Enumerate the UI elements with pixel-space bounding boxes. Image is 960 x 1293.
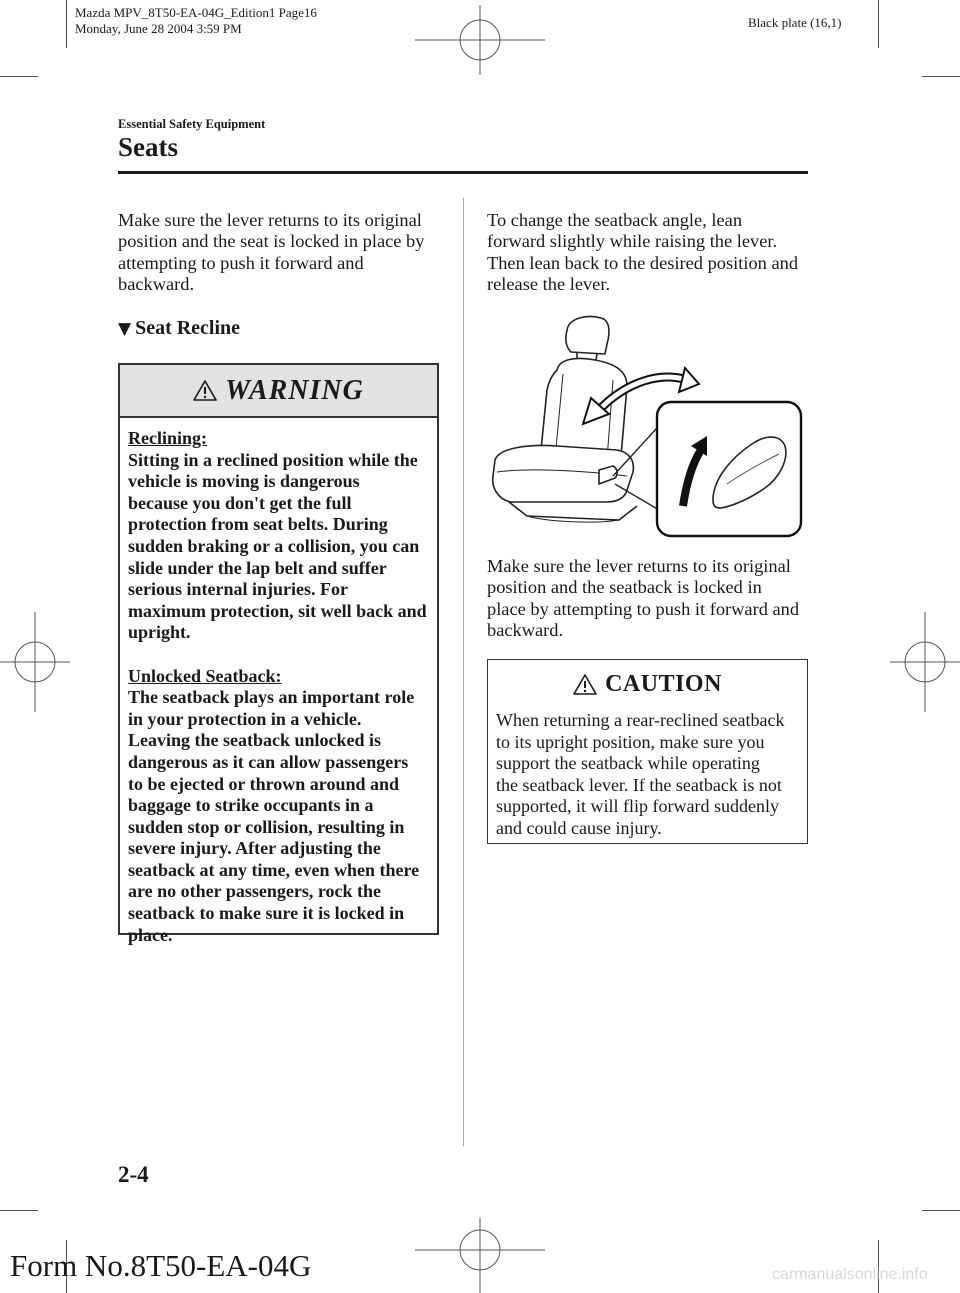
text-line: maximum protection, sit well back and (128, 600, 427, 621)
center-fold-line (463, 198, 464, 1146)
text-line: the seatback lever. If the seatback is not (496, 774, 782, 795)
text-line: to its upright position, make sure you (496, 731, 765, 752)
file-info (75, 5, 317, 37)
text-line: Make sure the lever returns to its original (118, 210, 422, 230)
crop-mark (0, 1210, 38, 1211)
text-line: place. (128, 924, 173, 945)
text-line: backward. (487, 620, 564, 641)
seat-recline-illustration (487, 310, 807, 540)
text-line: supported, it will flip forward suddenly (496, 796, 779, 817)
registration-mark-left (0, 612, 70, 712)
text-line: because you don't get the full (128, 492, 352, 513)
warning-title: WARNING (225, 374, 364, 406)
registration-mark-bottom (415, 1218, 545, 1293)
plate-label: Black plate (16,1) (748, 15, 842, 30)
text-line: place by attempting to push it forward and (487, 598, 800, 619)
crop-mark (0, 76, 38, 77)
warning-reclining (128, 428, 427, 644)
text-line: To change the seatback angle, lean (487, 210, 743, 230)
text-line: attempting to push it forward and (118, 252, 364, 273)
caution-header (488, 660, 807, 708)
left-intro-paragraph (118, 210, 448, 296)
right-intro-paragraph (487, 210, 817, 296)
page-number: 2-4 (118, 1162, 149, 1187)
warning-unlocked (128, 666, 427, 947)
text-line: seatback to make sure it is locked in (128, 903, 405, 924)
crop-mark (922, 76, 960, 77)
registration-mark-top (415, 5, 545, 75)
warning-body (120, 418, 437, 946)
text-line: When returning a rear-reclined seatback (496, 710, 785, 730)
text-line: forward slightly while raising the lever. (487, 231, 778, 252)
text-line: protection from seat belts. During (128, 514, 388, 535)
text-line: severe injury. After adjusting the (128, 838, 381, 859)
text-line: in your protection in a vehicle. (128, 708, 362, 729)
title-rule (118, 171, 808, 174)
warning-reclining-heading: Reclining: (128, 428, 207, 448)
text-line: Then lean back to the desired position and (487, 252, 799, 273)
text-line: slide under the lap belt and suffer (128, 557, 387, 578)
crop-mark (878, 0, 879, 48)
text-line: release the lever. (487, 274, 611, 295)
text-line: The seatback plays an important role (128, 687, 415, 708)
subheading-text: Seat Recline (135, 317, 241, 339)
text-line: dangerous as it can allow passengers (128, 751, 409, 772)
caution-triangle-icon (573, 674, 597, 695)
text-line: upright. (128, 622, 191, 643)
text-line: backward. (118, 274, 195, 295)
caution-title: CAUTION (605, 670, 722, 697)
text-line: support the seatback while operating (496, 753, 760, 774)
warning-box (118, 363, 439, 945)
text-line: Leaving the seatback unlocked is (128, 730, 382, 751)
seat-headrest (566, 317, 609, 355)
warning-unlocked-heading: Unlocked Seatback: (128, 665, 282, 686)
text-line: baggage to strike occupants in a (128, 795, 374, 816)
text-line: are no other passengers, rock the (128, 881, 381, 902)
text-line: Make sure the lever returns to its original (487, 556, 791, 576)
caution-body (488, 708, 807, 840)
caution-box (487, 659, 808, 844)
section-label: Essential Safety Equipment (118, 117, 266, 131)
text-line: sudden braking or a collision, you can (128, 535, 420, 556)
text-line: to be ejected or thrown around and (128, 773, 400, 794)
subheading-seat-recline (118, 317, 240, 340)
form-number: Form No.8T50-EA-04G (10, 1248, 312, 1283)
registration-mark-right (890, 612, 960, 712)
text-line: position and the seat is locked in place by (118, 231, 425, 252)
text-line: serious internal injuries. For (128, 579, 348, 600)
page-title: Seats (118, 132, 178, 162)
file-info-line1: Mazda MPV_8T50-EA-04G_Edition1 Page16 (75, 5, 317, 20)
triangle-down-icon: ▼ (118, 318, 132, 339)
text-line: and could cause injury. (496, 817, 662, 838)
text-line: seatback at any time, even when there (128, 859, 420, 880)
text-line: vehicle is moving is dangerous (128, 471, 360, 492)
crop-mark (922, 1210, 960, 1211)
warning-triangle-icon (193, 380, 217, 401)
file-info-line2: Monday, June 28 2004 3:59 PM (75, 21, 242, 36)
text-line: sudden stop or collision, resulting in (128, 816, 405, 837)
watermark: carmanualsonline.info (772, 1266, 928, 1283)
text-line: position and the seatback is locked in (487, 577, 762, 598)
warning-header (120, 365, 437, 418)
right-after-paragraph (487, 556, 817, 642)
text-line: Sitting in a reclined position while the (128, 449, 418, 470)
crop-mark (66, 0, 67, 48)
